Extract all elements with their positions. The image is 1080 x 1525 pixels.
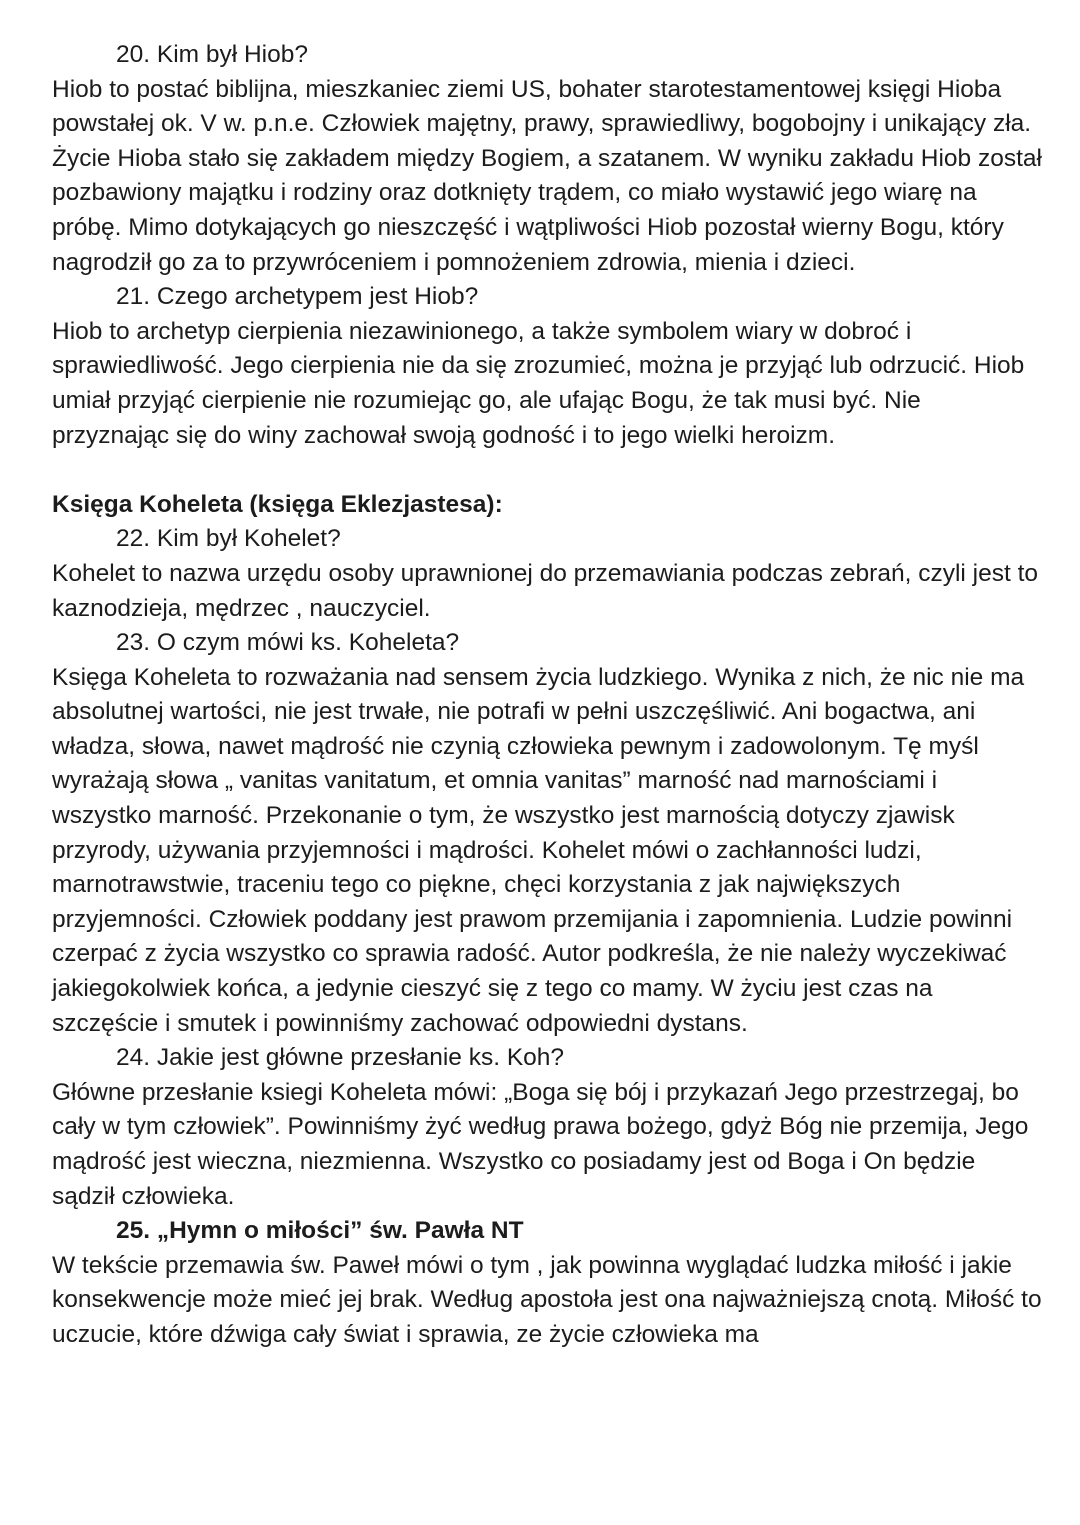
question-20: 20. Kim był Hiob? bbox=[116, 41, 309, 68]
question-25: 25. „Hymn o miłości” św. Pawła NT bbox=[116, 1217, 524, 1245]
answer-24: Główne przesłanie ksiegi Koheleta mówi: „Boga się bój i przykazań Jego przestrzegaj, bo cały w tym człowiek”. Powinniśmy żyć według prawa bożego, gdyż Bóg nie przemija, Jego mądrość jest wieczna, niezmienna. Wszystko co posiadamy jest od Boga i On będzie sądził człowieka. bbox=[52, 1078, 1029, 1210]
answer-20: Hiob to postać biblijna, mieszkaniec ziemi US, bohater starotestamentowej księgi Hioba powstałej ok. V w. p.n.e. Człowiek majętny, prawy, sprawiedliwy, bogobojny i unikający zła. Życie Hioba stało się zakładem między Bogiem, a szatanem. W wyniku zakładu Hiob został pozbawiony majątku i rodziny oraz dotknięty trądem, co miało wystawić jego wiarę na próbę. Mimo dotykających go nieszczęść i wątpliwości Hiob pozostał wierny Bogu, który nagrodził go za to przywróceniem i pomnożeniem zdrowia, mienia i dzieci. bbox=[52, 75, 1042, 276]
answer-22: Kohelet to nazwa urzędu osoby uprawnionej do przemawiania podczas zebrań, czyli jest to kaznodzieja, mędrzec , nauczyciel. bbox=[52, 559, 1039, 622]
document-page bbox=[52, 38, 1042, 1353]
question-23: 23. O czym mówi ks. Koheleta? bbox=[116, 629, 460, 657]
section-heading-koheleta: Księga Koheleta (księga Eklezjastesa): bbox=[52, 490, 503, 518]
question-22: 22. Kim był Kohelet? bbox=[116, 525, 341, 553]
answer-21: Hiob to archetyp cierpienia niezawinionego, a także symbolem wiary w dobroć i sprawiedliwość. Jego cierpienia nie da się zrozumieć, można je przyjąć lub odrzucić. Hiob umiał przyjąć cierpienie nie rozumiejąc go, ale ufając Bogu, że tak musi być. Nie przyznając się do winy zachował swoją godność i to jego wielki heroizm. bbox=[52, 317, 1025, 449]
answer-25: W tekście przemawia św. Paweł mówi o tym , jak powinna wyglądać ludzka miłość i jakie konsekwencje może mieć jej brak. Według apostoła jest ona najważniejszą cnotą. Miłość to uczucie, które dźwiga cały świat i sprawia, ze życie człowieka ma bbox=[52, 1251, 1042, 1348]
question-21: 21. Czego archetypem jest Hiob? bbox=[116, 283, 479, 311]
question-24: 24. Jakie jest główne przesłanie ks. Koh? bbox=[116, 1044, 565, 1072]
answer-23: Księga Koheleta to rozważania nad sensem życia ludzkiego. Wynika z nich, że nic nie ma absolutnej wartości, nie jest trwałe, nie potrafi w pełni uszczęśliwić. Ani bogactwa, ani władza, słowa, nawet mądrość nie czynią człowieka pewnym i zadowolonym. Tę myśl wyrażają słowa „ vanitas vanitatum, et omnia vanitas” marność nad marnościami i wszystko marność. Przekonanie o tym, że wszystko jest marnością dotyczy zjawisk przyrody, używania przyjemności i mądrości. Kohelet mówi o zachłanności ludzi, marnotrawstwie, traceniu tego co piękne, chęci korzystania z jak największych przyjemności. Człowiek poddany jest prawom przemijania i zapomnienia. Ludzie powinni czerpać z życia wszystko co sprawia radość. Autor podkreśla, że nie należy wyczekiwać jakiegokolwiek końca, a jedynie cieszyć się z tego co mamy. W życiu jest czas na szczęście i smutek i powinniśmy zachować odpowiedni dystans. bbox=[52, 663, 1025, 1037]
